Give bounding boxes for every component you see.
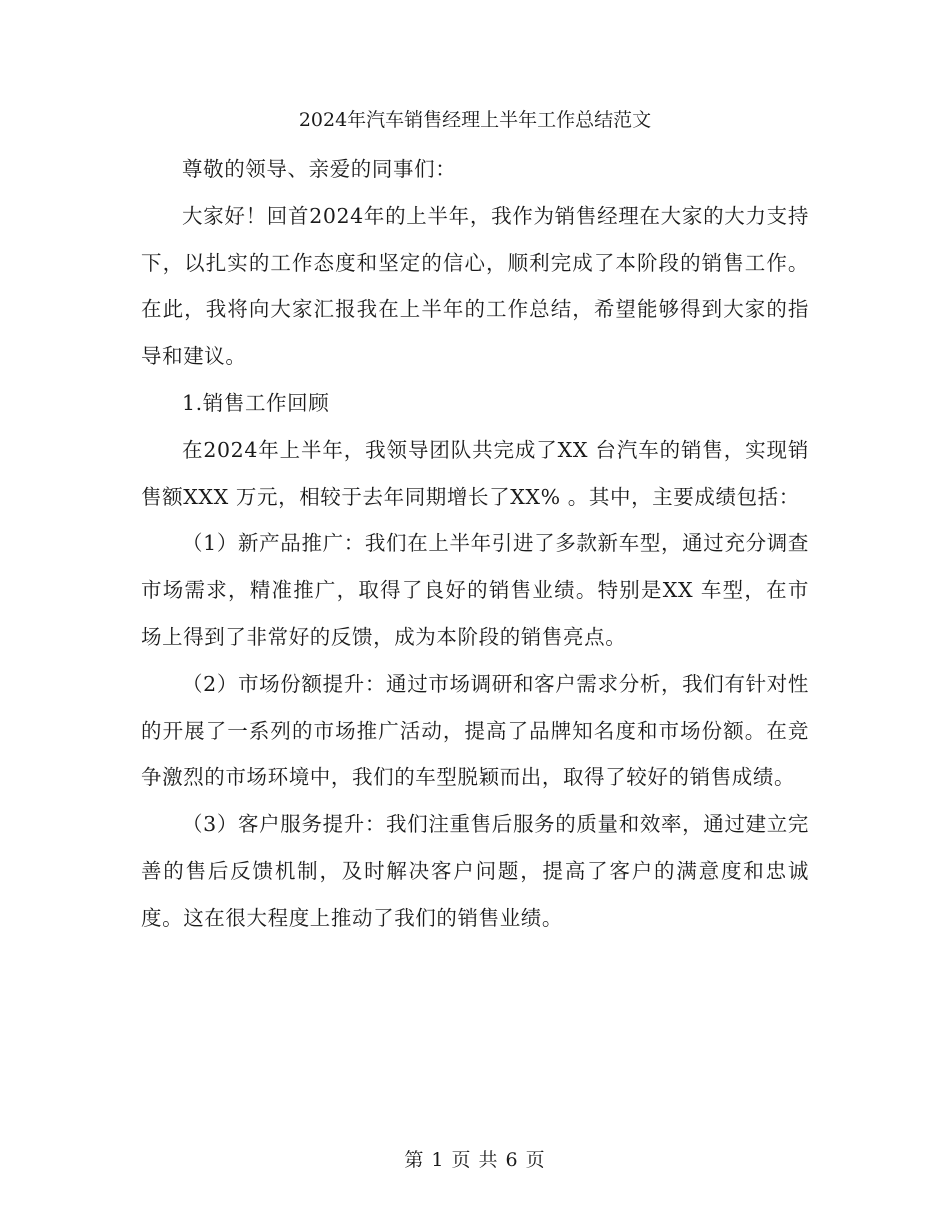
market-share-paragraph: （2）市场份额提升：通过市场调研和客户需求分析，我们有针对性的开展了一系列的市场推广活动，提高了品牌知名度和市场份额。在竞争激烈的市场环境中，我们的车型脱颖而出，取得了较好的销售成绩。 — [141, 671, 809, 790]
customer-service-paragraph: （3）客户服务提升：我们注重售后服务的质量和效率，通过建立完善的售后反馈机制，及时解决客户问题，提高了客户的满意度和忠诚度。这在很大程度上推动了我们的销售业绩。 — [141, 812, 809, 930]
section-heading-sales-review: 1.销售工作回顾 — [182, 390, 330, 415]
document-body — [141, 146, 809, 942]
page-number-footer: 第 1 页 共 6 页 — [404, 1149, 546, 1171]
document-title: 2024年汽车销售经理上半年工作总结范文 — [298, 109, 652, 131]
salutation-paragraph: 尊敬的领导、亲爱的同事们： — [182, 157, 457, 181]
intro-paragraph: 大家好！回首2024年的上半年，我作为销售经理在大家的大力支持下，以扎实的工作态度和坚定的信心，顺利完成了本阶段的销售工作。在此，我将向大家汇报我在上半年的工作总结，希望能够得到大家的指导和建议。 — [141, 203, 809, 369]
new-product-paragraph: （1）新产品推广：我们在上半年引进了多款新车型，通过充分调查市场需求，精准推广，取得了良好的销售业绩。特别是XX 车型，在市场上得到了非常好的反馈，成为本阶段的销售亮点。 — [141, 531, 809, 649]
sales-summary-paragraph: 在2024年上半年，我领导团队共完成了XX 台汽车的销售，实现销售额XXX 万元，相较于去年同期增长了XX% 。其中，主要成绩包括： — [141, 437, 809, 509]
